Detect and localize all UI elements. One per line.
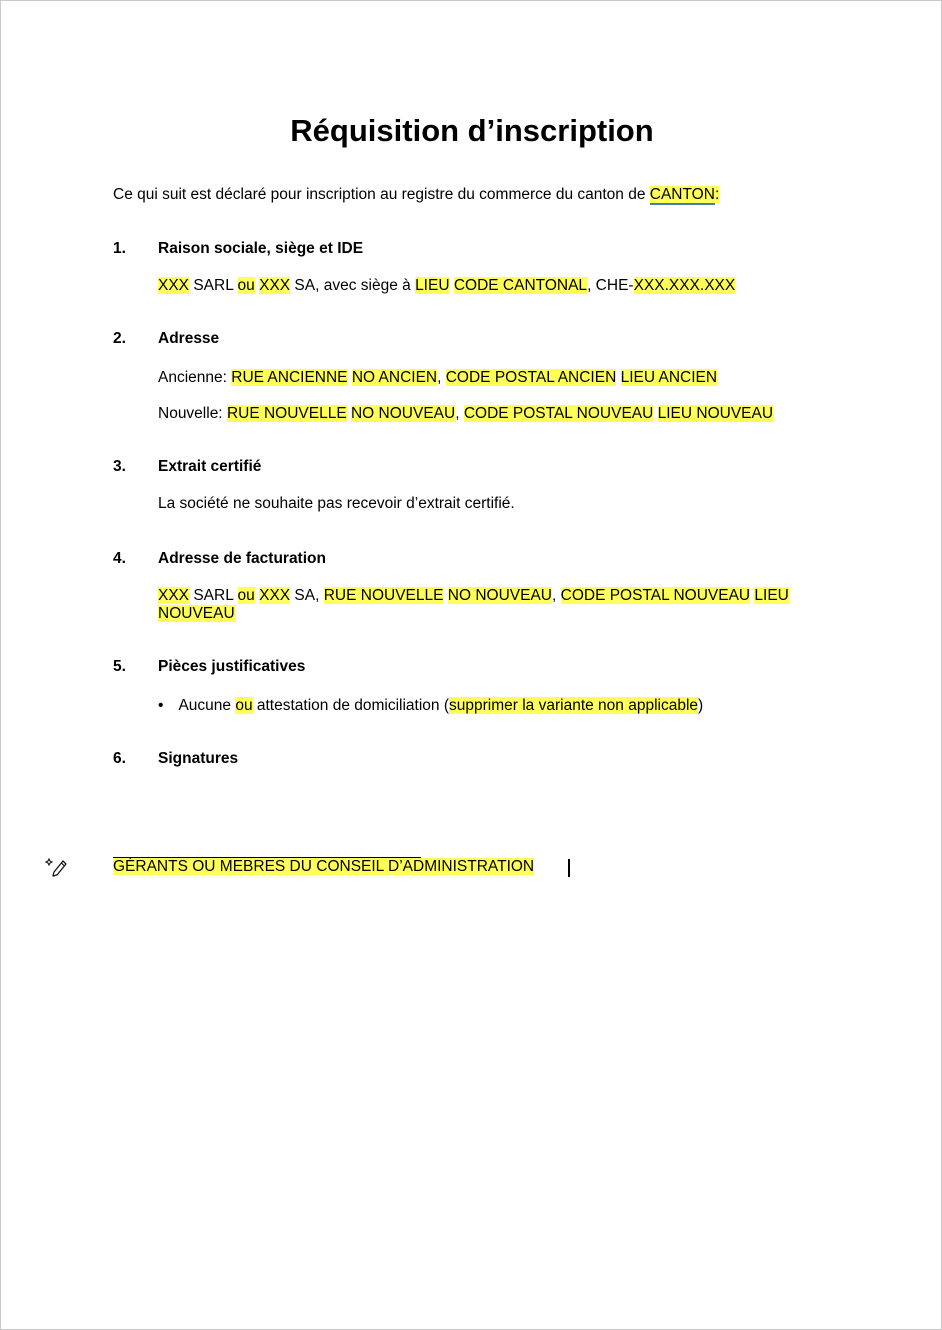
section-1-number: 1. — [113, 240, 126, 257]
document-title: Réquisition d’inscription — [290, 113, 654, 148]
section-6-number: 6. — [113, 750, 126, 767]
text-cursor — [568, 859, 570, 877]
section-5-title: Pièces justificatives — [158, 658, 306, 675]
list-item: • Aucune ou attestation de domiciliation (supprimer la variante non applicable) — [158, 697, 704, 714]
billing-address: XXX SARL ou XXX SA, RUE NOUVELLE NO NOUVEAU, CODE POSTAL NOUVEAU LIEU NOUVEAU — [158, 587, 789, 622]
section-3-content: La société ne souhaite pas recevoir d’extrait certifié. — [158, 495, 515, 512]
section-4-number: 4. — [113, 550, 126, 567]
section-3-title: Extrait certifié — [158, 458, 262, 475]
signature-label[interactable]: GÉRANTS OU MEBRES DU CONSEIL D’ADMINISTRATION — [113, 858, 535, 875]
pen-sparkle-icon[interactable] — [45, 853, 69, 877]
new-address: Nouvelle: RUE NOUVELLE NO NOUVEAU, CODE POSTAL NOUVEAU LIEU NOUVEAU — [158, 405, 774, 422]
canton-placeholder[interactable]: CANTON — [649, 186, 715, 203]
section-4-title: Adresse de facturation — [158, 550, 326, 567]
section-6-title: Signatures — [158, 750, 239, 767]
old-address: Ancienne: RUE ANCIENNE NO ANCIEN, CODE POSTAL ANCIEN LIEU ANCIEN — [158, 369, 718, 386]
intro-paragraph: Ce qui suit est déclaré pour inscription au registre du commerce du canton de CANTON: — [113, 186, 720, 203]
section-1-title: Raison sociale, siège et IDE — [158, 240, 364, 257]
bullet-mark: • — [158, 697, 164, 714]
section-5-number: 5. — [113, 658, 126, 675]
section-1-content: XXX SARL ou XXX SA, avec siège à LIEU CODE CANTONAL, CHE-XXX.XXX.XXX — [158, 277, 736, 294]
section-2-title: Adresse — [158, 330, 220, 347]
section-3-number: 3. — [113, 458, 126, 475]
section-2-number: 2. — [113, 330, 126, 347]
